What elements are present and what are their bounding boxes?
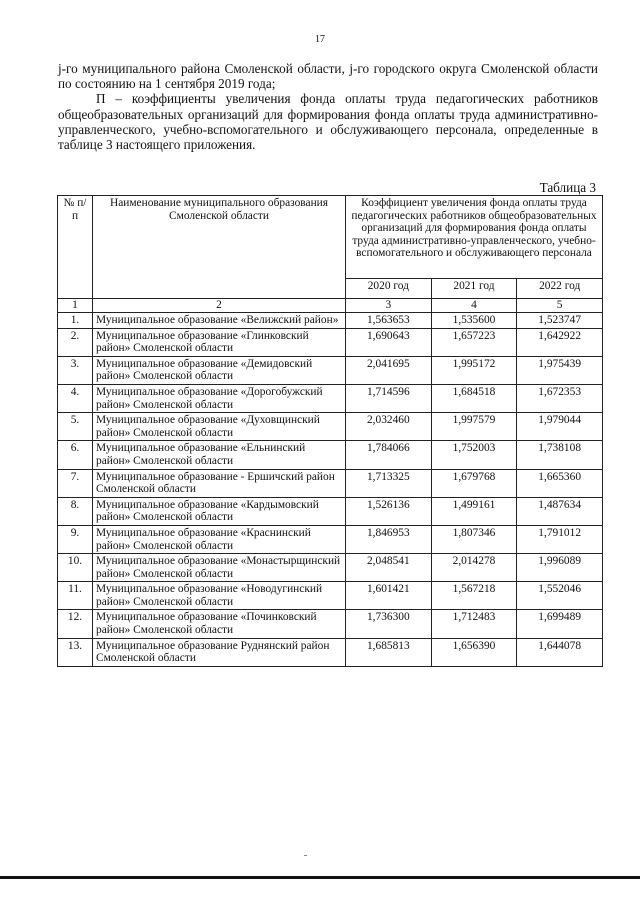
- table-row: [58, 356, 603, 384]
- municipality-name: Муниципальное образование «Кардымовский район» Смоленской области: [93, 497, 346, 525]
- coefficient-2021: 1,995172: [431, 356, 517, 384]
- municipality-name: Муниципальное образование «Починковский район» Смоленской области: [93, 610, 346, 638]
- row-number: 8.: [58, 497, 93, 525]
- coefficient-2021: 1,656390: [431, 638, 517, 666]
- table-row: [58, 441, 603, 469]
- municipality-name: Муниципальное образование «Велижский район»: [93, 313, 346, 329]
- bottom-rule: [0, 876, 640, 879]
- coefficient-2020: 2,041695: [346, 356, 432, 384]
- row-number: 7.: [58, 469, 93, 497]
- column-index-row: [58, 299, 603, 313]
- coefficient-2020: 1,685813: [346, 638, 432, 666]
- table-row: [58, 469, 603, 497]
- row-number: 10.: [58, 554, 93, 582]
- column-index: 2: [93, 299, 346, 313]
- municipality-name: Муниципальное образование «Краснинский район» Смоленской области: [93, 525, 346, 553]
- row-number: 4.: [58, 384, 93, 412]
- coefficient-2020: 1,690643: [346, 328, 432, 356]
- table-row: [58, 582, 603, 610]
- body-text: [58, 61, 598, 152]
- row-number: 1.: [58, 313, 93, 329]
- coefficient-2022: 1,552046: [517, 582, 603, 610]
- row-number: 11.: [58, 582, 93, 610]
- municipality-name: Муниципальное образование «Новодугинский район» Смоленской области: [93, 582, 346, 610]
- coefficient-2022: 1,672353: [517, 384, 603, 412]
- coefficient-table: [57, 195, 603, 667]
- header-year-2020: 2020 год: [346, 279, 432, 299]
- coefficient-2021: 1,712483: [431, 610, 517, 638]
- table-row: [58, 497, 603, 525]
- row-number: 9.: [58, 525, 93, 553]
- municipality-name: Муниципальное образование «Духовщинский район» Смоленской области: [93, 413, 346, 441]
- paragraph-continuation: j-го муниципального района Смоленской области, j-го городского округа Смоленской области по состоянию на 1 сентября 2019 года;: [58, 61, 598, 92]
- coefficient-2022: 1,644078: [517, 638, 603, 666]
- header-year-2022: 2022 год: [517, 279, 603, 299]
- coefficient-2020: 2,032460: [346, 413, 432, 441]
- coefficient-2022: 1,642922: [517, 328, 603, 356]
- coefficient-2020: 1,526136: [346, 497, 432, 525]
- table-row: [58, 413, 603, 441]
- coefficient-2022: 1,996089: [517, 554, 603, 582]
- coefficient-2021: 1,499161: [431, 497, 517, 525]
- table-row: [58, 610, 603, 638]
- column-index: 1: [58, 299, 93, 313]
- municipality-name: Муниципальное образование «Дорогобужский район» Смоленской области: [93, 384, 346, 412]
- municipality-name: Муниципальное образование «Глинковский район» Смоленской области: [93, 328, 346, 356]
- coefficient-2022: 1,791012: [517, 525, 603, 553]
- table-row: [58, 554, 603, 582]
- paragraph-coefficient-definition: П – коэффициенты увеличения фонда оплаты труда педагогических работников общеобразовательных организаций для формирования фонда оплаты труда административно-управленческого, учебно-вспомогательного и обслуживающего персонала, определенные в таблице 3 настоящего приложения.: [58, 91, 598, 153]
- row-number: 6.: [58, 441, 93, 469]
- table-row: [58, 384, 603, 412]
- header-num: № п/п: [58, 196, 93, 299]
- row-number: 3.: [58, 356, 93, 384]
- coefficient-2022: 1,665360: [517, 469, 603, 497]
- coefficient-2022: 1,738108: [517, 441, 603, 469]
- municipality-name: Муниципальное образование «Ельнинский район» Смоленской области: [93, 441, 346, 469]
- coefficient-2021: 1,567218: [431, 582, 517, 610]
- column-index: 3: [346, 299, 432, 313]
- municipality-name: Муниципальное образование «Монастырщинский район» Смоленской области: [93, 554, 346, 582]
- coefficient-2021: 1,752003: [431, 441, 517, 469]
- coefficient-2021: 1,679768: [431, 469, 517, 497]
- coefficient-2022: 1,523747: [517, 313, 603, 329]
- column-index: 4: [431, 299, 517, 313]
- coefficient-2021: 1,807346: [431, 525, 517, 553]
- table-row: [58, 313, 603, 329]
- coefficient-2022: 1,487634: [517, 497, 603, 525]
- table-caption: Таблица 3: [539, 180, 596, 195]
- coefficient-2020: 1,563653: [346, 313, 432, 329]
- scan-speck: [304, 855, 307, 856]
- table-row: [58, 328, 603, 356]
- coefficient-2021: 1,684518: [431, 384, 517, 412]
- header-name: Наименование муниципального образования Смоленской области: [93, 196, 346, 299]
- coefficient-2021: 1,535600: [431, 313, 517, 329]
- row-number: 13.: [58, 638, 93, 666]
- coefficient-2022: 1,975439: [517, 356, 603, 384]
- coefficient-2022: 1,699489: [517, 610, 603, 638]
- row-number: 12.: [58, 610, 93, 638]
- page-number: 17: [315, 34, 325, 45]
- header-coefficient: Коэффициент увеличения фонда оплаты труда педагогических работников общеобразовательных организаций для формирования фонда оплаты труда административно-управленческого, учебно-вспомогательного и обслуживающего персонала: [346, 196, 603, 279]
- coefficient-2020: 2,048541: [346, 554, 432, 582]
- coefficient-2022: 1,979044: [517, 413, 603, 441]
- municipality-name: Муниципальное образование - Ершичский район Смоленской области: [93, 469, 346, 497]
- municipality-name: Муниципальное образование Руднянский район Смоленской области: [93, 638, 346, 666]
- coefficient-2020: 1,714596: [346, 384, 432, 412]
- row-number: 2.: [58, 328, 93, 356]
- coefficient-2020: 1,846953: [346, 525, 432, 553]
- table-row: [58, 638, 603, 666]
- row-number: 5.: [58, 413, 93, 441]
- coefficient-2021: 1,657223: [431, 328, 517, 356]
- coefficient-2020: 1,713325: [346, 469, 432, 497]
- coefficient-2020: 1,601421: [346, 582, 432, 610]
- column-index: 5: [517, 299, 603, 313]
- municipality-name: Муниципальное образование «Демидовский район» Смоленской области: [93, 356, 346, 384]
- coefficient-2021: 1,997579: [431, 413, 517, 441]
- table-body: [58, 313, 603, 667]
- coefficient-2020: 1,784066: [346, 441, 432, 469]
- header-year-2021: 2021 год: [431, 279, 517, 299]
- coefficient-2020: 1,736300: [346, 610, 432, 638]
- table-row: [58, 525, 603, 553]
- coefficient-2021: 2,014278: [431, 554, 517, 582]
